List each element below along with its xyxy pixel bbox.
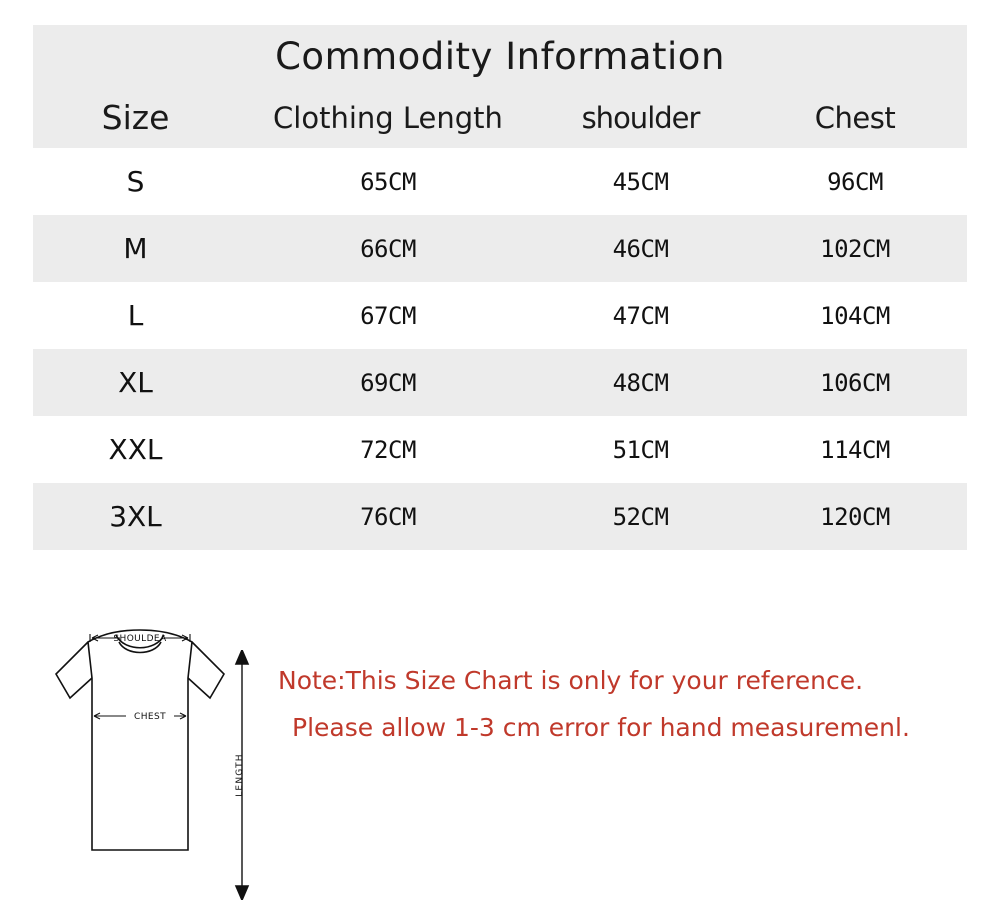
cell-chest: 114CM xyxy=(743,416,967,483)
cell-chest: 120CM xyxy=(743,483,967,550)
shoulder-label: SHOULDEA xyxy=(113,634,167,644)
cell-length: 76CM xyxy=(238,483,538,550)
cell-size: XL xyxy=(33,349,238,416)
cell-chest: 106CM xyxy=(743,349,967,416)
table-row xyxy=(33,483,967,550)
header-clothing-length: Clothing Length xyxy=(238,87,538,148)
cell-size: 3XL xyxy=(33,483,238,550)
cell-length: 65CM xyxy=(238,148,538,215)
cell-shoulder: 52CM xyxy=(538,483,743,550)
size-chart-table xyxy=(33,25,967,550)
length-ruler xyxy=(228,650,268,900)
cell-size: XXL xyxy=(33,416,238,483)
table-row xyxy=(33,282,967,349)
table-header-row xyxy=(33,87,967,148)
cell-shoulder: 46CM xyxy=(538,215,743,282)
table-row xyxy=(33,416,967,483)
cell-shoulder: 47CM xyxy=(538,282,743,349)
tshirt-diagram xyxy=(40,612,260,862)
cell-shoulder: 51CM xyxy=(538,416,743,483)
cell-chest: 104CM xyxy=(743,282,967,349)
cell-length: 66CM xyxy=(238,215,538,282)
cell-length: 67CM xyxy=(238,282,538,349)
cell-chest: 102CM xyxy=(743,215,967,282)
header-chest: Chest xyxy=(743,87,967,148)
cell-length: 69CM xyxy=(238,349,538,416)
header-size: Size xyxy=(33,87,238,148)
cell-size: M xyxy=(33,215,238,282)
note-block xyxy=(278,668,978,740)
note-line-2: Please allow 1-3 cm error for hand measuremenl. xyxy=(292,713,910,742)
cell-size: L xyxy=(33,282,238,349)
table-row xyxy=(33,349,967,416)
length-label: LENGTH xyxy=(235,753,245,797)
cell-length: 72CM xyxy=(238,416,538,483)
cell-chest: 96CM xyxy=(743,148,967,215)
cell-size: S xyxy=(33,148,238,215)
cell-shoulder: 48CM xyxy=(538,349,743,416)
note-line-1: Note:This Size Chart is only for your reference. xyxy=(278,666,864,695)
table-row xyxy=(33,148,967,215)
chest-label: CHEST xyxy=(134,712,166,722)
table-row xyxy=(33,215,967,282)
table-title-row xyxy=(33,25,967,87)
header-shoulder: shoulder xyxy=(538,87,743,148)
page-title: Commodity Information xyxy=(33,25,967,87)
cell-shoulder: 45CM xyxy=(538,148,743,215)
